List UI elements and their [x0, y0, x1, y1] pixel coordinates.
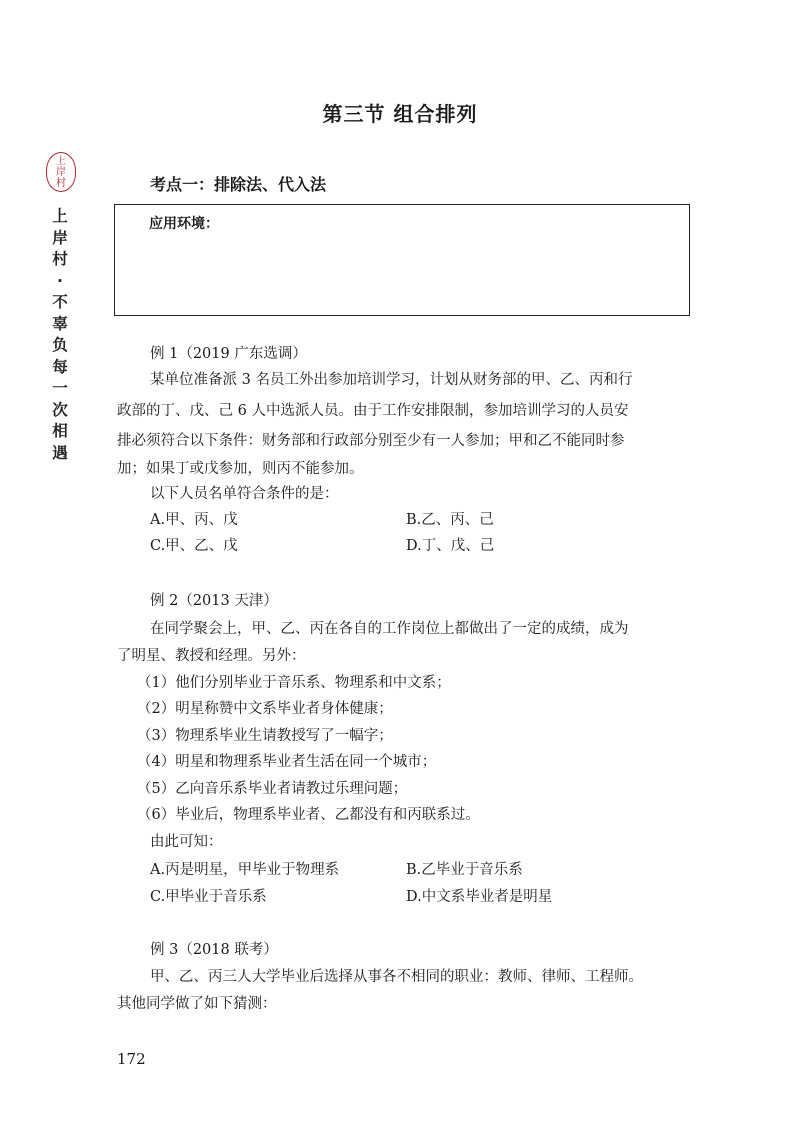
- option-c: C.甲、乙、戊: [150, 538, 238, 554]
- env-box-label: 应用环境：: [149, 216, 219, 232]
- condition-item: （4）明星和物理系毕业者生活在同一个城市；: [137, 754, 437, 770]
- paragraph-line: 甲、乙、丙三人大学毕业后选择从事各不相同的职业：教师、律师、工程师。: [150, 969, 643, 985]
- option-a: A.丙是明星，甲毕业于物理系: [150, 862, 340, 878]
- example-header: 例 3（2018 联考）: [150, 942, 278, 958]
- paragraph-line: 在同学聚会上，甲、乙、丙在各自的工作岗位上都做出了一定的成绩，成为: [150, 621, 629, 637]
- option-d: D.丁、戊、己: [406, 538, 495, 554]
- condition-item: （3）物理系毕业生请教授写了一幅字；: [137, 728, 393, 744]
- condition-item: （5）乙向音乐系毕业者请教过乐理问题；: [137, 781, 408, 797]
- paragraph-line: 排必须符合以下条件：财务部和行政部分别至少有一人参加；甲和乙不能同时参: [117, 433, 625, 449]
- subtitle: 考点一：排除法、代入法: [150, 175, 327, 194]
- option-a: A.甲、丙、戊: [150, 512, 238, 528]
- option-c: C.甲毕业于音乐系: [150, 889, 267, 905]
- option-b: B.乙毕业于音乐系: [406, 862, 523, 878]
- paragraph-line: 某单位准备派 3 名员工外出参加培训学习，计划从财务部的甲、乙、丙和行: [150, 372, 633, 388]
- section-title: 第三节 组合排列: [322, 102, 478, 126]
- seal-char: 上: [56, 155, 66, 167]
- page-number: 172: [117, 1050, 146, 1068]
- condition-item: （2）明星称赞中文系毕业者身体健康；: [137, 701, 393, 717]
- env-box: [114, 204, 690, 316]
- paragraph-line: 加；如果丁或戊参加，则丙不能参加。: [117, 461, 364, 477]
- example-header: 例 1（2019 广东选调）: [150, 346, 307, 362]
- example-header: 例 2（2013 天津）: [150, 593, 278, 609]
- condition-item: （6）毕业后，物理系毕业者、乙都没有和丙联系过。: [137, 807, 480, 823]
- question-text: 以下人员名单符合条件的是：: [150, 486, 339, 502]
- paragraph-line: 其他同学做了如下猜测：: [117, 996, 277, 1012]
- option-d: D.中文系毕业者是明星: [406, 889, 553, 905]
- seal-logo: [46, 152, 76, 192]
- seal-char: 岸: [56, 166, 66, 178]
- option-b: B.乙、丙、己: [406, 512, 494, 528]
- condition-item: （1）他们分别毕业于音乐系、物理系和中文系；: [137, 675, 451, 691]
- seal-char: 村: [56, 177, 66, 189]
- paragraph-line: 政部的丁、戊、己 6 人中选派人员。由于工作安排限制，参加培训学习的人员安: [117, 403, 629, 419]
- question-text: 由此可知：: [150, 834, 223, 850]
- sidebar-motto: 上岸村 · 不辜负每一次相遇: [52, 207, 68, 462]
- paragraph-line: 了明星、教授和经理。另外：: [117, 648, 306, 664]
